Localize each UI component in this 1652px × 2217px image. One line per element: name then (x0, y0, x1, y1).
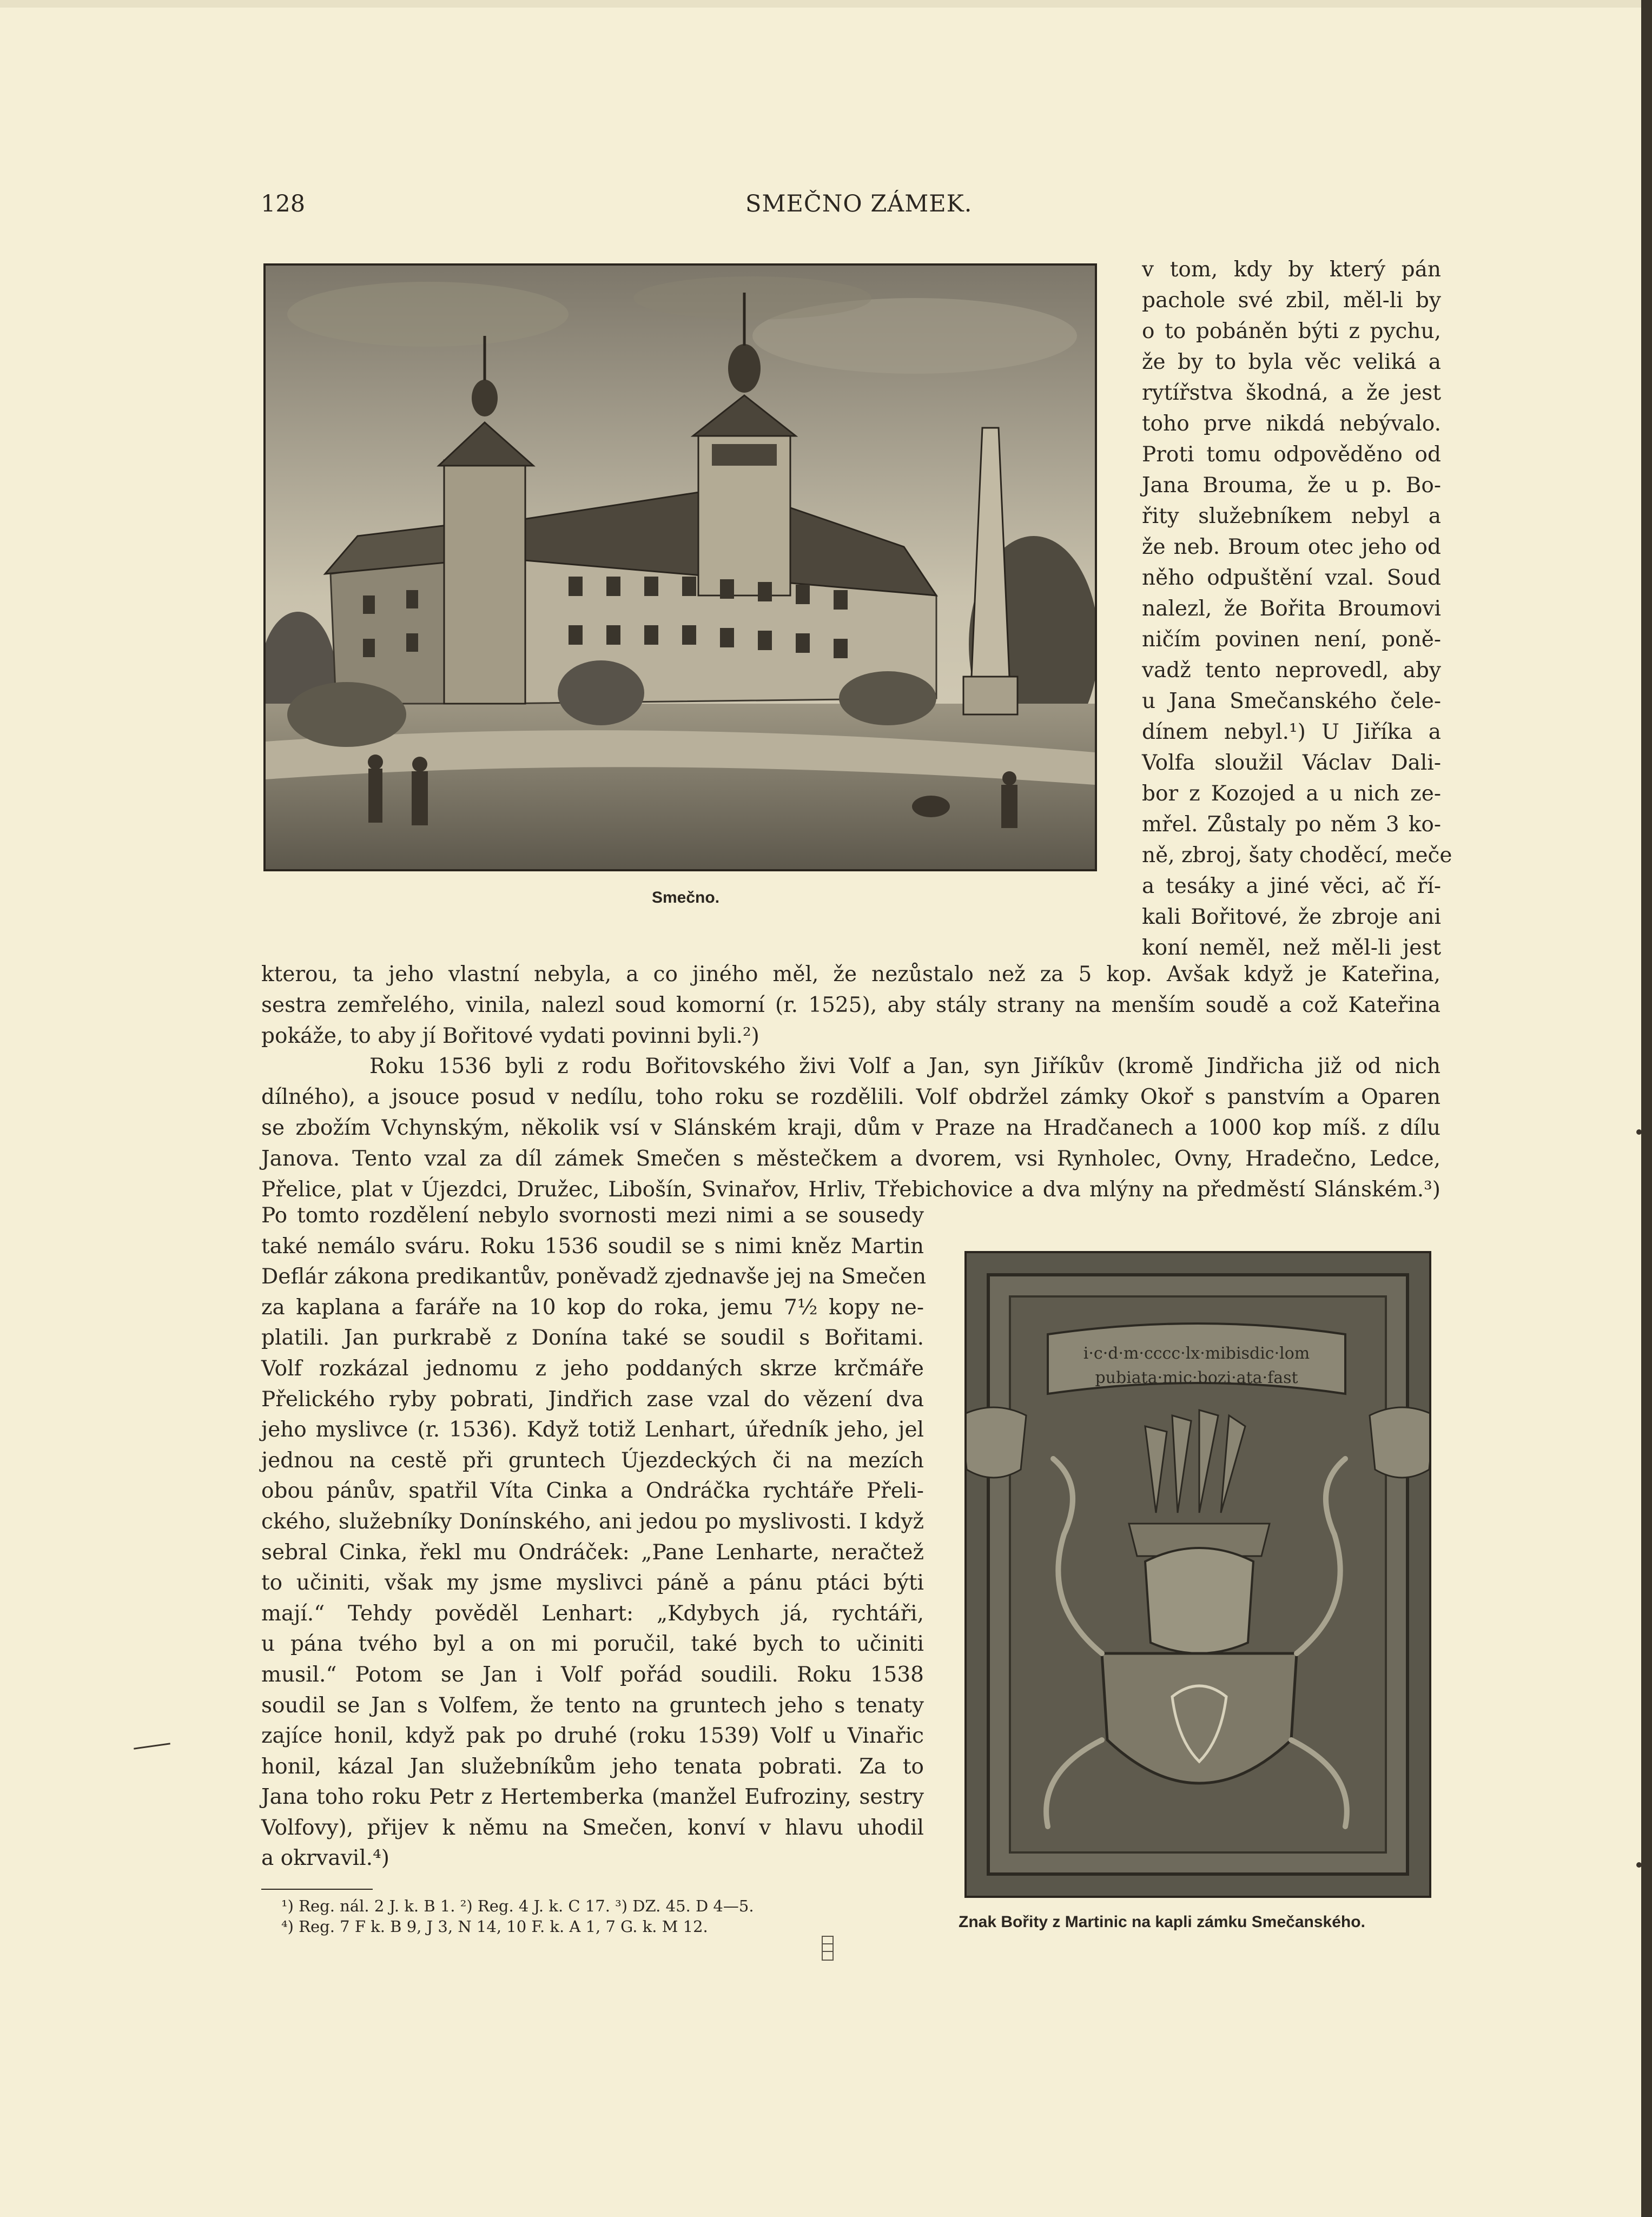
text-line: obou pánův, spatřil Víta Cinka a Ondráčka rychtáře Přeli- (261, 1479, 924, 1504)
coat-of-arms-image (967, 1253, 1429, 1896)
margin-mark (134, 1743, 170, 1749)
text-line: to učiniti, však my jsme myslivci páně a pánu ptáci býti (261, 1571, 924, 1596)
text-line: Přelického ryby pobrati, Jindřich zase vzal do vězení dva (261, 1387, 924, 1412)
text-line: Přelice, plat v Újezdci, Družec, Libošín, Svinařov, Hrliv, Třebichovice a dva mlýny na předměstí Slánském.³) (261, 1177, 1440, 1202)
text-line: něho odpuštění vzal. Soud (1142, 566, 1441, 590)
right-column-text (1142, 254, 1452, 963)
text-line: bor z Kozojed a u nich ze- (1142, 782, 1441, 806)
text-line: ckého, služebníky Donínského, ani jedou po myslivosti. I když (261, 1509, 924, 1534)
margin-dot (1636, 1862, 1642, 1868)
full-width-text (261, 959, 1440, 1205)
page-top-edge (0, 0, 1652, 8)
page-number: 128 (261, 190, 306, 217)
text-line: kali Bořitové, že zbroje ani (1142, 905, 1441, 929)
footnote-rule (261, 1889, 373, 1890)
text-line: Deflár zákona predikantův, poněvadž zjednavše jej na Smečen (261, 1265, 927, 1289)
banner-inscription-line: pubiata·mic·bozi·ata·fast (1095, 1368, 1298, 1387)
text-line: také nemálo sváru. Roku 1536 soudil se s nimi kněz Martin (261, 1234, 924, 1259)
text-line: honil, kázal Jan služebníkům jeho tenata pobrati. Za to (261, 1754, 924, 1779)
running-title: SMEČNO ZÁMEK. (745, 190, 973, 217)
text-line: platili. Jan purkrabě z Donína také se soudil s Bořitami. (261, 1326, 924, 1351)
text-line: ničím povinen není, poně- (1142, 627, 1441, 652)
text-line: Jana toho roku Petr z Hertemberka (manžel Eufroziny, sestry (261, 1785, 924, 1810)
text-line: jednou na cestě při gruntech Újezdeckých či na mezích (261, 1448, 924, 1473)
text-line: že by to byla věc veliká a (1142, 350, 1441, 374)
castle-illustration (263, 263, 1097, 871)
text-line: rytířstva škodná, a že jest (1142, 381, 1441, 405)
text-line: ně, zbroj, šaty choděcí, meče (1142, 843, 1452, 868)
text-line: pokáže, to aby jí Bořitové vydati povinni byli.²) (261, 1023, 759, 1048)
text-line: Jana Brouma, že u p. Bo- (1142, 473, 1441, 498)
text-line: Volf rozkázal jednomu z jeho poddaných skrze krčmáře (261, 1356, 924, 1381)
text-line: musil.“ Potom se Jan i Volf pořád soudili. Roku 1538 (261, 1662, 924, 1687)
text-line: a tesáky a jiné věci, ač ří- (1142, 874, 1441, 898)
text-line: v tom, kdy by který pán (1142, 257, 1441, 282)
margin-dot (1636, 1129, 1642, 1135)
coat-of-arms-caption: Znak Bořity z Martinic na kapli zámku Smečanského. (959, 1913, 1365, 1931)
text-line: Proti tomu odpověděno od (1142, 442, 1441, 467)
text-line: u pána tvého byl a on mi poručil, také bych to učiniti (261, 1632, 924, 1657)
banner-inscription-line: i·c·d·m·cccc·lx·mibisdic·lom (1083, 1344, 1310, 1363)
text-line: jeho myslivce (r. 1536). Když totiž Lenhart, úředník jeho, jel (261, 1418, 924, 1442)
text-line: Roku 1536 byli z rodu Bořitovského živi Volf a Jan, syn Jiříkův (kromě Jindřicha již od nich (369, 1054, 1440, 1079)
text-line: se zbožím Vchynským, několik vsí v Slánském kraji, dům v Praze na Hradčanech a 1000 kop míš. z dílu (261, 1115, 1440, 1140)
text-line: u Jana Smečanského čele- (1142, 689, 1441, 713)
text-line: že neb. Broum otec jeho od (1142, 535, 1441, 559)
coat-of-arms-illustration (964, 1251, 1431, 1898)
text-line: zajíce honil, když pak po druhé (roku 1539) Volf u Vinařic (261, 1724, 924, 1749)
text-line: Janova. Tento vzal za díl zámek Smečen s městečkem a dvorem, vsi Rynholec, Ovny, Hradečno, Ledce, (261, 1146, 1440, 1171)
page-right-edge (1641, 0, 1652, 2217)
left-column-text (261, 1201, 927, 1874)
text-line: Po tomto rozdělení nebylo svornosti mezi nimi a se sousedy (261, 1203, 924, 1228)
text-line: pachole své zbil, měl-li by (1142, 288, 1441, 313)
text-line: dílného), a jsouce posud v nedílu, toho roku se rozdělili. Volf obdržel zámky Okoř s panstvím a Oparen (261, 1085, 1440, 1110)
text-line: sestra zemřelého, vinila, nalezl soud komorní (r. 1525), aby stály strany na menším soudě a což Kateřina (261, 992, 1440, 1017)
footnotes (281, 1896, 920, 1937)
text-line: sebral Cinka, řekl mu Ondráček: „Pane Lenharte, neračtež (261, 1540, 924, 1565)
text-line: nalezl, že Bořita Broumovi (1142, 597, 1441, 621)
printer-mark-icon (820, 1935, 836, 1962)
text-line: řity služebníkem nebyl a (1142, 504, 1441, 528)
text-line: koní neměl, než měl-li jest (1142, 936, 1441, 960)
text-line: soudil se Jan s Volfem, že tento na gruntech jeho s tenaty (261, 1693, 924, 1718)
text-line: o to pobáněn býti z pychu, (1142, 319, 1441, 343)
text-line: kterou, ta jeho vlastní nebyla, a co jiného měl, že nezůstalo než za 5 kop. Avšak když je Kateřina, (261, 962, 1440, 987)
text-line: Volfa sloužil Václav Dali- (1142, 751, 1441, 775)
text-line: mají.“ Tehdy pověděl Lenhart: „Kdybych já, rychtáři, (261, 1601, 924, 1626)
text-line: Volfovy), přijev k němu na Smečen, konví v hlavu uhodil (261, 1815, 924, 1840)
text-line: dínem nebyl.¹) U Jiříka a (1142, 720, 1441, 744)
footnote-line: ¹) Reg. nál. 2 J. k. B 1. ²) Reg. 4 J. k. C 17. ³) DZ. 45. D 4—5. (281, 1897, 754, 1915)
text-line: za kaplana a faráře na 10 kop do roka, jemu 7½ kopy ne- (261, 1295, 924, 1320)
footnote-line: ⁴) Reg. 7 F k. B 9, J 3, N 14, 10 F. k. A 1, 7 G. k. M 12. (281, 1917, 708, 1936)
text-line: mřel. Zůstaly po něm 3 ko- (1142, 812, 1441, 837)
text-line: toho prve nikdá nebývalo. (1142, 412, 1441, 436)
text-line: vadž tento neprovedl, aby (1142, 658, 1441, 683)
text-line: a okrvavil.⁴) (261, 1846, 389, 1871)
castle-engraving-image (266, 266, 1095, 869)
castle-caption: Smečno. (652, 889, 720, 906)
